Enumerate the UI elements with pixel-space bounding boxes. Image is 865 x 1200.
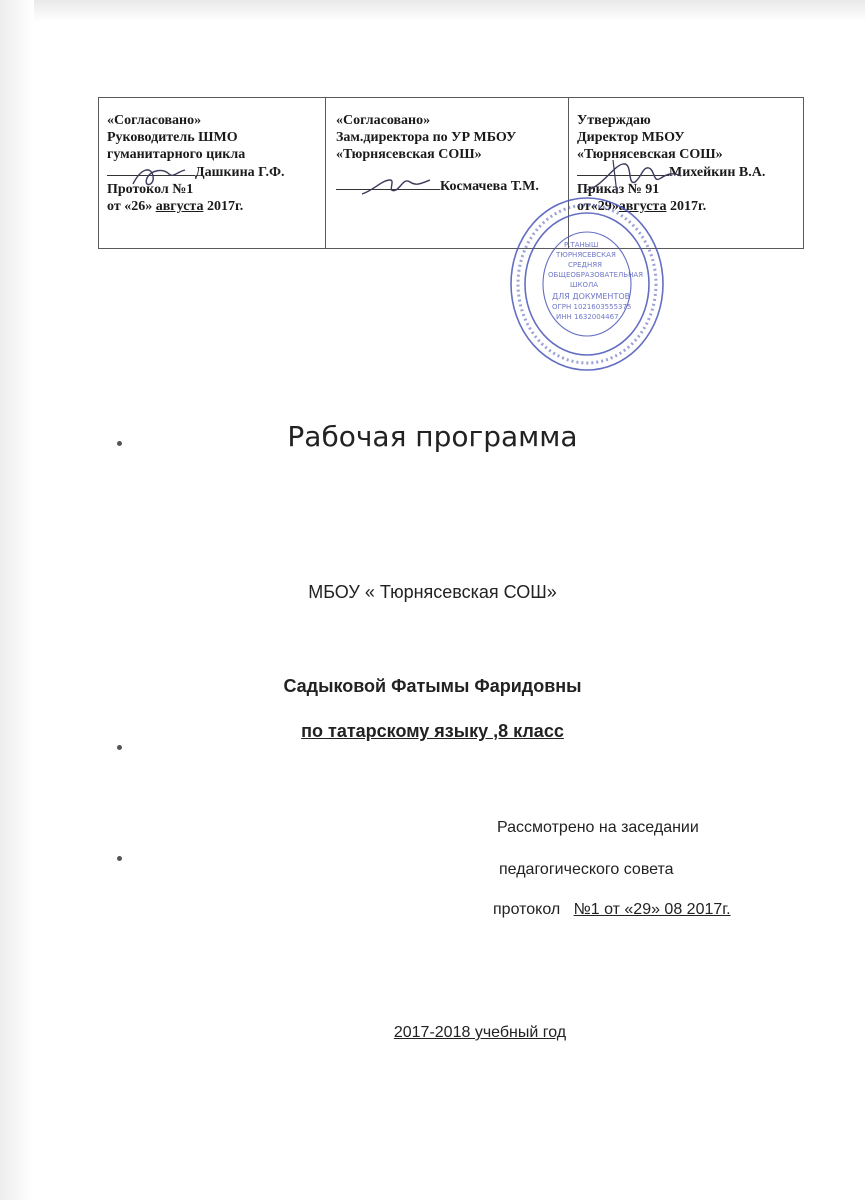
protocol-label: протокол	[493, 901, 561, 918]
agreed-role: Руководитель ШМО	[107, 130, 238, 145]
approval-cell-deputy	[326, 98, 569, 248]
date-month: августа	[155, 199, 204, 214]
scan-speck	[117, 441, 122, 446]
signer-name: Михейкин В.А.	[669, 165, 766, 180]
signer-name: Дашкина Г.Ф.	[195, 165, 285, 180]
protocol-details: №1 от «29» 08 2017г.	[573, 901, 731, 918]
scan-speck	[117, 745, 122, 750]
author-name: Садыковой Фатымы Фаридовны	[283, 676, 582, 696]
protocol-number: Протокол №1	[107, 182, 194, 197]
svg-text:ОГРН 1021603555375: ОГРН 1021603555375	[552, 303, 632, 311]
approval-table	[98, 97, 804, 249]
review-protocol	[493, 901, 731, 919]
signature-line	[336, 177, 562, 195]
svg-text:ТЮРНЯСЕВСКАЯ: ТЮРНЯСЕВСКАЯ	[556, 251, 616, 259]
svg-text:ДЛЯ ДОКУМЕНТОВ: ДЛЯ ДОКУМЕНТОВ	[552, 292, 631, 301]
date-year: 2017г.	[206, 199, 244, 214]
approved-date	[577, 198, 797, 215]
svg-text:Р.ТАНЫШ: Р.ТАНЫШ	[564, 241, 599, 249]
document-title: Рабочая программа	[287, 420, 578, 453]
subject-line: по татарскому языку ,8 класс	[301, 721, 564, 741]
svg-text:СРЕДНЯЯ: СРЕДНЯЯ	[568, 261, 602, 269]
svg-text:ШКОЛА: ШКОЛА	[570, 281, 599, 289]
svg-text:ИНН 1632004467: ИНН 1632004467	[556, 313, 619, 321]
agreed-date	[107, 198, 319, 215]
review-line-1: Рассмотрено на заседании	[497, 819, 699, 836]
scan-speck	[117, 856, 122, 861]
agreed-heading: «Согласовано»	[107, 113, 202, 128]
date-year: 2017г.	[669, 199, 707, 214]
order-number: Приказ № 91	[577, 182, 660, 197]
approval-cell-director	[569, 98, 803, 248]
agreed-role-cont: гуманитарного цикла	[107, 147, 246, 162]
approved-role-cont: «Тюрнясевская СОШ»	[577, 147, 723, 162]
approval-cell-shmo	[99, 98, 326, 248]
signature-line	[577, 163, 797, 181]
scan-edge-top	[0, 0, 865, 22]
date-prefix: от «26»	[107, 199, 153, 214]
date-month: августа	[618, 199, 667, 214]
academic-year: 2017-2018 учебный год	[393, 1024, 567, 1041]
svg-text:ОБЩЕОБРАЗОВАТЕЛЬНАЯ: ОБЩЕОБРАЗОВАТЕЛЬНАЯ	[548, 271, 643, 279]
signer-name: Космачева Т.М.	[440, 179, 539, 194]
agreed-role-cont: «Тюрнясевская СОШ»	[336, 147, 482, 162]
agreed-heading: «Согласовано»	[336, 113, 431, 128]
school-name: МБОУ « Тюрнясевская СОШ»	[308, 582, 557, 602]
approved-role: Директор МБОУ	[577, 130, 685, 145]
signature-line	[107, 163, 319, 181]
approved-heading: Утверждаю	[577, 113, 651, 128]
agreed-role: Зам.директора по УР МБОУ	[336, 130, 517, 145]
date-prefix: от«29»	[577, 199, 619, 214]
review-line-2: педагогического совета	[499, 861, 674, 878]
